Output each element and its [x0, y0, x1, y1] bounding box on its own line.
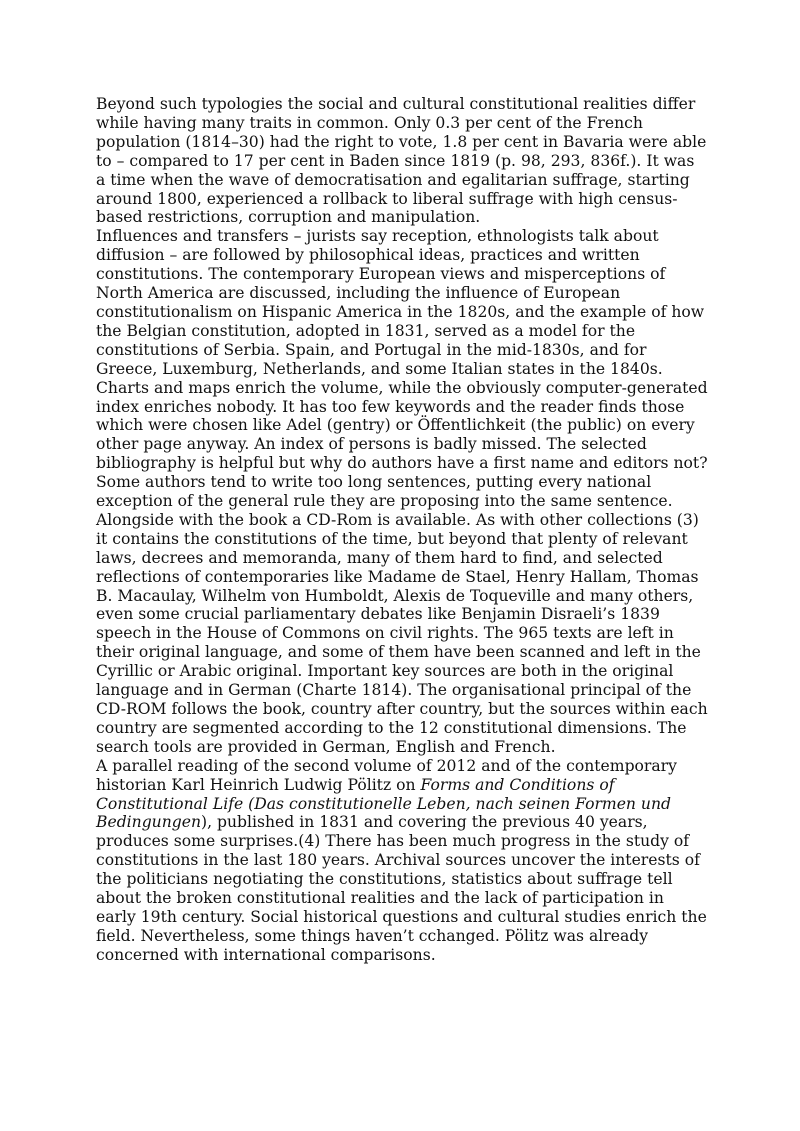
book-title-italic: Forms and Conditions of Constitutional Life (Das constitutionelle Leben, nach seinen Formen und Bedingungen — [96, 775, 672, 832]
document-page — [96, 95, 708, 965]
paragraph-parallel-reading — [96, 757, 708, 965]
paragraph-charts-index: Charts and maps enrich the volume, while the obviously computer-generated index enriches nobody. It has too few keywords and the reader finds those which were chosen like Adel (gentry) or Öffentlichkeit (the public) on every other page anyway. An index of persons is badly missed. The selected bibliography is helpful but why do authors have a first name and editors not? Some authors tend to write too long sentences, putting every national exception of the general rule they are proposing into the same sentence. — [96, 378, 708, 511]
paragraph-text-after: ), published in 1831 and covering the previous 40 years, produces some surprises.(4) There has been much progress in the study of constitutions in the last 180 years. Archival sources uncover the interests of the politicians negotiating the constitutions, statistics about suffrage tell about the broken constitutional realities and the lack of participation in early 19th century. Social historical questions and cultural studies enrich the field. Nevertheless, some things haven’t cchanged. Pölitz was already concerned with international comparisons. — [96, 813, 707, 964]
paragraph-influences: Influences and transfers – jurists say reception, ethnologists talk about diffusion – are followed by philosophical ideas, practices and written constitutions. The contemporary European views and misperceptions of North America are discussed, including the influence of European constitutionalism on Hispanic America in the 1820s, and the example of how the Belgian constitution, adopted in 1831, served as a model for the constitutions of Serbia. Spain, and Portugal in the mid-1830s, and for Greece, Luxemburg, Netherlands, and some Italian states in the 1840s. — [96, 227, 705, 378]
paragraph-text-before: A parallel reading of the second volume of 2012 and of the contemporary historian Karl Heinrich Ludwig Pölitz on — [96, 756, 677, 794]
paragraph-suffrage: Beyond such typologies the social and cultural constitutional realities differ while having many traits in common. Only 0.3 per cent of the French population (1814–30) had the right to vote, 1.8 per cent in Bavaria were able to – compared to 17 per cent in Baden since 1819 (p. 98, 293, 836f.). It was a time when the wave of democratisation and egalitarian suffrage, starting around 1800, experienced a rollback to liberal suffrage with high census-based restrictions, corruption and manipulation. — [96, 95, 707, 227]
paragraph-cd-rom: Alongside with the book a CD-Rom is available. As with other collections (3) it contains the constitutions of the time, but beyond that plenty of relevant laws, decrees and memoranda, many of them hard to find, and selected reflections of contemporaries like Madame de Stael, Henry Hallam, Thomas B. Macaulay, Wilhelm von Humboldt, Alexis de Toqueville and many others, even some crucial parliamentary debates like Benjamin Disraeli’s 1839 speech in the House of Commons on civil rights. The 965 texts are left in their original language, and some of them have been scanned and left in the Cyrillic or Arabic original. Important key sources are both in the original language and in German (Charte 1814). The organisational principal of the CD-ROM follows the book, country after country, but the sources within each country are segmented according to the 12 constitutional dimensions. The search tools are provided in German, English and French. — [96, 510, 708, 756]
